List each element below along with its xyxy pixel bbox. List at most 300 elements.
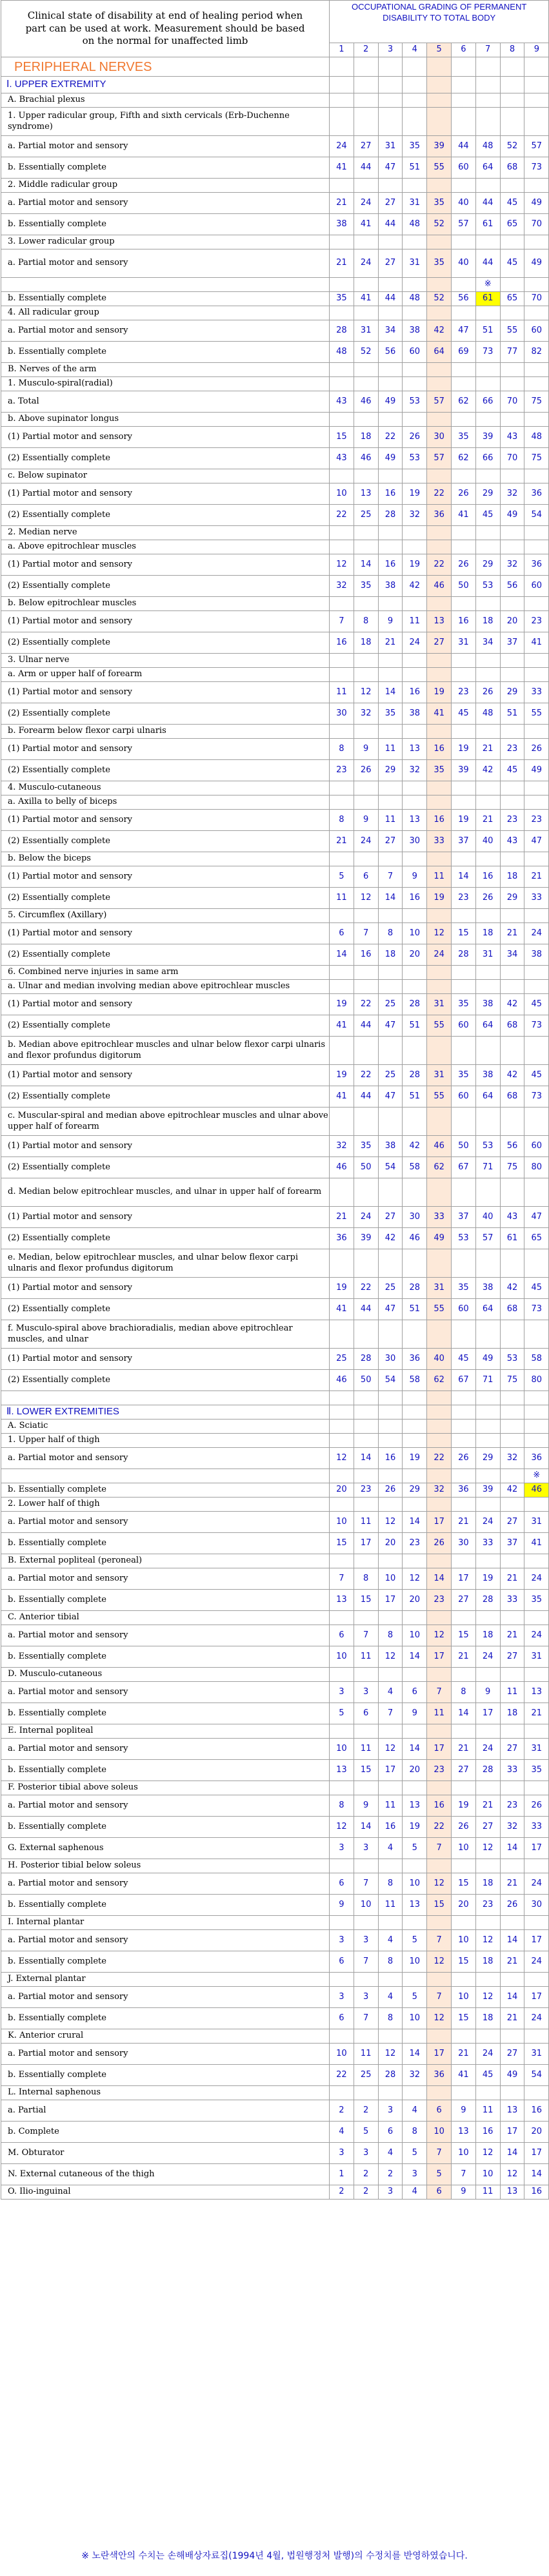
empty-cell xyxy=(475,980,500,994)
empty-cell xyxy=(403,725,427,739)
grade-cell-7: 11 xyxy=(475,2100,500,2122)
grade-cell-4: 10 xyxy=(403,1625,427,1646)
empty-cell xyxy=(475,377,500,391)
empty-cell xyxy=(427,654,452,668)
grade-cell-4: 20 xyxy=(403,1590,427,1611)
empty-cell xyxy=(403,1178,427,1207)
empty-cell xyxy=(378,1320,403,1349)
grade-cell-8: 75 xyxy=(500,1157,524,1178)
empty-cell xyxy=(330,1859,354,1873)
grade-cell-6: 26 xyxy=(451,554,475,576)
table-row xyxy=(1,249,549,278)
grade-cell-1: 30 xyxy=(330,703,354,725)
grade-cell-4: 13 xyxy=(403,1895,427,1916)
empty-cell xyxy=(427,1420,452,1434)
grade-cell-9: 33 xyxy=(524,888,549,909)
grade-cell-4: 11 xyxy=(403,611,427,632)
grade-cell-9: 45 xyxy=(524,1065,549,1086)
grade-cell-3: 54 xyxy=(378,1370,403,1391)
empty-cell xyxy=(330,1469,354,1483)
grade-cell-2: 44 xyxy=(354,1299,378,1320)
empty-cell xyxy=(427,1434,452,1448)
empty-cell xyxy=(427,363,452,377)
grade-cell-6: 27 xyxy=(451,1760,475,1781)
grade-cell-8: 21 xyxy=(500,1568,524,1590)
empty-cell xyxy=(403,179,427,193)
grade-cell-4: 26 xyxy=(403,427,427,448)
empty-cell xyxy=(378,77,403,93)
empty-cell xyxy=(451,909,475,923)
row-label: (1) Partial motor and sensory xyxy=(1,1207,330,1228)
empty-cell xyxy=(427,852,452,866)
table-row xyxy=(1,1448,549,1469)
heading-label: B. External popliteal (peroneal) xyxy=(1,1554,330,1568)
grade-cell-9: 75 xyxy=(524,448,549,469)
table-row xyxy=(1,1817,549,1838)
grade-cell-1: 32 xyxy=(330,576,354,597)
empty-cell xyxy=(524,852,549,866)
table-row xyxy=(1,342,549,363)
heading-row xyxy=(1,377,549,391)
empty-cell xyxy=(330,1781,354,1795)
grade-cell-8: 27 xyxy=(500,2044,524,2065)
peripheral-row xyxy=(1,57,549,77)
empty-cell xyxy=(500,1973,524,1987)
grade-cell-4: 48 xyxy=(403,214,427,235)
empty-cell xyxy=(524,235,549,249)
row-label: (2) Essentially complete xyxy=(1,703,330,725)
grade-cell-7: 21 xyxy=(475,1795,500,1817)
grade-cell-7: 40 xyxy=(475,831,500,852)
grade-cell-2: 6 xyxy=(354,1703,378,1724)
heading-label: 5. Circumflex (Axillary) xyxy=(1,909,330,923)
grade-cell-4: 3 xyxy=(403,2164,427,2185)
table-row xyxy=(1,1838,549,1859)
empty-cell xyxy=(354,540,378,554)
empty-cell xyxy=(330,1668,354,1682)
grade-cell-2: 44 xyxy=(354,1086,378,1107)
grade-cell-6: 41 xyxy=(451,505,475,526)
grade-cell-7: 51 xyxy=(475,320,500,342)
empty-cell xyxy=(403,93,427,108)
empty-cell xyxy=(354,469,378,483)
row-label: (2) Essentially complete xyxy=(1,576,330,597)
grade-cell-2: 52 xyxy=(354,342,378,363)
empty-cell xyxy=(330,179,354,193)
grade-cell-9: 36 xyxy=(524,554,549,576)
empty-cell xyxy=(330,413,354,427)
grade-cell-4: 5 xyxy=(403,1987,427,2008)
heading-row xyxy=(1,1178,549,1207)
row-label: M. Obturator xyxy=(1,2143,330,2164)
grade-cell-3: 56 xyxy=(378,342,403,363)
table-row xyxy=(1,1370,549,1391)
table-row xyxy=(1,682,549,703)
grade-cell-3: 11 xyxy=(378,1895,403,1916)
empty-cell xyxy=(330,1554,354,1568)
grade-cell-8: 77 xyxy=(500,342,524,363)
empty-cell xyxy=(403,1611,427,1625)
grade-cell-5: 40 xyxy=(427,1349,452,1370)
grade-cell-8: 21 xyxy=(500,1625,524,1646)
table-row xyxy=(1,1590,549,1611)
grade-cell-9: 60 xyxy=(524,576,549,597)
grade-cell-1: 41 xyxy=(330,157,354,179)
grade-cell-4: 9 xyxy=(403,1703,427,1724)
empty-cell xyxy=(500,526,524,540)
grade-cell-7: 12 xyxy=(475,1838,500,1859)
table-row xyxy=(1,1873,549,1895)
grade-cell-9: 26 xyxy=(524,739,549,760)
grade-cell-8: 53 xyxy=(500,1349,524,1370)
grade-cell-9: 24 xyxy=(524,1568,549,1590)
grade-cell-5: 22 xyxy=(427,1817,452,1838)
grade-cell-3: 31 xyxy=(378,136,403,157)
row-label: b. Essentially complete xyxy=(1,1895,330,1916)
empty-cell xyxy=(378,1178,403,1207)
grade-cell-7: 10 xyxy=(475,2164,500,2185)
heading-row xyxy=(1,1724,549,1739)
grade-cell-1: 3 xyxy=(330,1987,354,2008)
grade-cell-2: 11 xyxy=(354,1512,378,1533)
empty-label xyxy=(1,1391,330,1405)
grade-cell-9: 58 xyxy=(524,1349,549,1370)
grade-cell-7: 18 xyxy=(475,1873,500,1895)
grade-cell-8: 34 xyxy=(500,944,524,966)
heading-label: F. Posterior tibial above soleus xyxy=(1,1781,330,1795)
grade-cell-8: 65 xyxy=(500,214,524,235)
empty-cell xyxy=(378,966,403,980)
heading-label: a. Ulnar and median involving median above epitrochlear muscles xyxy=(1,980,330,994)
grade-cell-5: 35 xyxy=(427,760,452,781)
grade-cell-3: 8 xyxy=(378,1873,403,1895)
heading-row xyxy=(1,1037,549,1065)
grade-cell-9: 35 xyxy=(524,1760,549,1781)
empty-cell xyxy=(475,725,500,739)
grade-cell-1: 32 xyxy=(330,1136,354,1157)
grade-cell-7: 61 xyxy=(475,214,500,235)
empty-cell xyxy=(378,235,403,249)
empty-cell xyxy=(403,597,427,611)
empty-cell xyxy=(451,1973,475,1987)
grade-cell-2: 5 xyxy=(354,2122,378,2143)
grade-cell-1: 21 xyxy=(330,193,354,214)
empty-cell xyxy=(500,363,524,377)
empty-cell xyxy=(451,1611,475,1625)
empty-cell xyxy=(475,1724,500,1739)
grade-cell-6: 36 xyxy=(451,1483,475,1498)
heading-row xyxy=(1,668,549,682)
empty-cell xyxy=(427,1668,452,1682)
grade-cell-4: 31 xyxy=(403,193,427,214)
empty-cell xyxy=(524,1724,549,1739)
empty-cell xyxy=(378,1781,403,1795)
grade-cell-8: 43 xyxy=(500,1207,524,1228)
grade-cell-7: 71 xyxy=(475,1370,500,1391)
grade-cell-1: 28 xyxy=(330,320,354,342)
grade-cell-4: 19 xyxy=(403,1448,427,1469)
grade-cell-9: 17 xyxy=(524,2143,549,2164)
empty-cell xyxy=(524,278,549,292)
empty-cell xyxy=(378,668,403,682)
grade-cell-4: 14 xyxy=(403,1512,427,1533)
empty-cell xyxy=(524,795,549,810)
grade-cell-3: 4 xyxy=(378,1682,403,1703)
empty-cell xyxy=(354,93,378,108)
grade-cell-3: 4 xyxy=(378,2143,403,2164)
empty-cell xyxy=(427,1178,452,1207)
grade-cell-5: 12 xyxy=(427,923,452,944)
empty-cell xyxy=(475,1107,500,1136)
grade-cell-9: 24 xyxy=(524,923,549,944)
grade-cell-3: 44 xyxy=(378,214,403,235)
grade-cell-8: 12 xyxy=(500,2164,524,2185)
grade-cell-8: 49 xyxy=(500,505,524,526)
empty-cell xyxy=(378,1249,403,1278)
grade-cell-6: 9 xyxy=(451,2100,475,2122)
grade-cell-2: 11 xyxy=(354,1646,378,1668)
empty-cell xyxy=(524,966,549,980)
grade-cell-6: 23 xyxy=(451,682,475,703)
grade-cell-8: 68 xyxy=(500,1086,524,1107)
empty-cell xyxy=(500,2086,524,2100)
row-label: (1) Partial motor and sensory xyxy=(1,611,330,632)
grade-cell-1: 36 xyxy=(330,1228,354,1249)
grade-cell-2: 17 xyxy=(354,1533,378,1554)
heading-label: c. Below supinator xyxy=(1,469,330,483)
empty-cell xyxy=(475,540,500,554)
empty-cell xyxy=(378,1405,403,1420)
grade-cell-4: 58 xyxy=(403,1370,427,1391)
empty-cell xyxy=(500,179,524,193)
grade-cell-9: 55 xyxy=(524,703,549,725)
grade-cell-3: 17 xyxy=(378,1590,403,1611)
table-row xyxy=(1,1157,549,1178)
grade-cell-5: 64 xyxy=(427,342,452,363)
grade-cell-4: 14 xyxy=(403,2044,427,2065)
grade-cell-3: 42 xyxy=(378,1228,403,1249)
heading-row xyxy=(1,1554,549,1568)
empty-cell xyxy=(475,1916,500,1930)
grade-cell-4: 6 xyxy=(403,1682,427,1703)
grade-cell-9: 54 xyxy=(524,2065,549,2086)
empty-cell xyxy=(500,1249,524,1278)
grade-cell-3: 20 xyxy=(378,1533,403,1554)
grade-cell-4: 35 xyxy=(403,136,427,157)
table-row xyxy=(1,1086,549,1107)
grade-cell-1: 46 xyxy=(330,1370,354,1391)
grade-cell-7: 31 xyxy=(475,944,500,966)
empty-cell xyxy=(403,306,427,320)
table-row xyxy=(1,1682,549,1703)
grade-cell-6: 62 xyxy=(451,448,475,469)
grade-cell-5: 55 xyxy=(427,1015,452,1037)
grade-cell-4: 31 xyxy=(403,249,427,278)
heading-label: a. Arm or upper half of forearm xyxy=(1,668,330,682)
table-row xyxy=(1,632,549,654)
grade-cell-5: 32 xyxy=(427,1483,452,1498)
empty-cell xyxy=(500,469,524,483)
empty-cell xyxy=(427,1391,452,1405)
grade-cell-3: 7 xyxy=(378,1703,403,1724)
row-label: b. Essentially complete xyxy=(1,1483,330,1498)
empty-cell xyxy=(354,1916,378,1930)
table-row xyxy=(1,157,549,179)
empty-cell xyxy=(403,1859,427,1873)
grade-cell-7: 48 xyxy=(475,136,500,157)
empty-cell xyxy=(524,1249,549,1278)
grade-cell-2: 24 xyxy=(354,249,378,278)
empty-cell xyxy=(427,966,452,980)
grade-cell-9: 41 xyxy=(524,1533,549,1554)
grade-cell-1: 6 xyxy=(330,1625,354,1646)
empty-cell xyxy=(451,1420,475,1434)
table-row xyxy=(1,2044,549,2065)
row-label: b. Essentially complete xyxy=(1,1817,330,1838)
heading-row xyxy=(1,654,549,668)
grade-cell-6: 26 xyxy=(451,1817,475,1838)
grade-cell-7: 29 xyxy=(475,483,500,505)
table-row xyxy=(1,994,549,1015)
grade-cell-4: 13 xyxy=(403,810,427,831)
grade-cell-4: 14 xyxy=(403,1646,427,1668)
empty-cell xyxy=(451,1781,475,1795)
grade-cell-5: 10 xyxy=(427,2122,452,2143)
row-label: a. Total xyxy=(1,391,330,413)
empty-cell xyxy=(524,1037,549,1065)
grade-cell-2: 7 xyxy=(354,2008,378,2029)
grade-cell-9: 14 xyxy=(524,2164,549,2185)
table-row xyxy=(1,2185,549,2200)
row-label: a. Partial motor and sensory xyxy=(1,136,330,157)
grade-cell-3: 8 xyxy=(378,923,403,944)
grade-cell-6: 60 xyxy=(451,1086,475,1107)
empty-cell xyxy=(378,1611,403,1625)
empty-cell xyxy=(378,795,403,810)
grade-cell-1: 13 xyxy=(330,1760,354,1781)
grade-cell-1: 21 xyxy=(330,1207,354,1228)
row-label: a. Partial motor and sensory xyxy=(1,2044,330,2065)
empty-cell xyxy=(354,306,378,320)
empty-cell xyxy=(403,1781,427,1795)
empty-cell xyxy=(451,363,475,377)
grade-cell-6: 35 xyxy=(451,1065,475,1086)
empty-cell xyxy=(524,2086,549,2100)
grade-cell-7: 49 xyxy=(475,1349,500,1370)
grade-cell-8: 18 xyxy=(500,1703,524,1724)
table-row xyxy=(1,739,549,760)
grade-cell-5: 22 xyxy=(427,1448,452,1469)
empty-cell xyxy=(403,668,427,682)
grade-cell-8: 43 xyxy=(500,831,524,852)
table-row xyxy=(1,1228,549,1249)
grade-cell-3: 9 xyxy=(378,611,403,632)
empty-cell xyxy=(330,597,354,611)
empty-cell xyxy=(524,980,549,994)
row-label: (2) Essentially complete xyxy=(1,831,330,852)
grade-cell-6: 20 xyxy=(451,1895,475,1916)
grade-cell-2: 2 xyxy=(354,2100,378,2122)
grade-cell-1: 22 xyxy=(330,505,354,526)
grade-cell-7: 18 xyxy=(475,611,500,632)
grade-cell-7: 24 xyxy=(475,1739,500,1760)
empty-cell xyxy=(427,469,452,483)
grade-cell-3: 4 xyxy=(378,1930,403,1951)
empty-cell xyxy=(403,1498,427,1512)
grade-cell-6: 10 xyxy=(451,2143,475,2164)
empty-cell xyxy=(330,1973,354,1987)
grade-header-3: 3 xyxy=(378,43,403,57)
heading-label: 2. Lower half of thigh xyxy=(1,1498,330,1512)
grade-cell-4: 53 xyxy=(403,448,427,469)
empty-cell xyxy=(378,597,403,611)
grade-cell-5: 52 xyxy=(427,292,452,306)
grade-cell-8: 37 xyxy=(500,632,524,654)
grade-cell-2: 13 xyxy=(354,483,378,505)
grade-cell-2: 12 xyxy=(354,888,378,909)
grade-cell-8: 14 xyxy=(500,1930,524,1951)
grade-cell-3: 12 xyxy=(378,1646,403,1668)
grade-header-9: 9 xyxy=(524,43,549,57)
grade-cell-5: 30 xyxy=(427,427,452,448)
heading-row xyxy=(1,909,549,923)
grade-cell-9: 13 xyxy=(524,1682,549,1703)
grade-cell-7: 34 xyxy=(475,632,500,654)
empty-cell xyxy=(475,2029,500,2044)
empty-cell xyxy=(524,781,549,795)
empty-cell xyxy=(354,1178,378,1207)
empty-cell xyxy=(330,377,354,391)
grade-cell-7: 18 xyxy=(475,2008,500,2029)
grade-cell-1: 3 xyxy=(330,1838,354,1859)
table-row xyxy=(1,1930,549,1951)
empty-cell xyxy=(403,413,427,427)
heading-row xyxy=(1,1469,549,1483)
table-row xyxy=(1,831,549,852)
empty-cell xyxy=(403,1037,427,1065)
row-label: b. Essentially complete xyxy=(1,2008,330,2029)
row-label: (2) Essentially complete xyxy=(1,448,330,469)
grade-cell-8: 23 xyxy=(500,1795,524,1817)
grade-cell-9: 36 xyxy=(524,1448,549,1469)
empty-cell xyxy=(354,852,378,866)
grade-cell-3: 28 xyxy=(378,505,403,526)
heading-row xyxy=(1,306,549,320)
empty-cell xyxy=(524,1668,549,1682)
row-label: a. Partial motor and sensory xyxy=(1,1987,330,2008)
empty-cell xyxy=(427,781,452,795)
empty-cell xyxy=(403,852,427,866)
revision-mark: ※ xyxy=(475,278,500,292)
grade-cell-9: 57 xyxy=(524,136,549,157)
empty-cell xyxy=(330,1916,354,1930)
grade-cell-5: 7 xyxy=(427,1838,452,1859)
grade-cell-5: 6 xyxy=(427,2100,452,2122)
empty-cell xyxy=(403,1249,427,1278)
table-row xyxy=(1,1065,549,1086)
grade-cell-6: 30 xyxy=(451,1533,475,1554)
empty-cell xyxy=(354,1668,378,1682)
grade-cell-8: 32 xyxy=(500,483,524,505)
grade-cell-8: 49 xyxy=(500,2065,524,2086)
empty-cell xyxy=(451,1037,475,1065)
empty-cell xyxy=(500,1781,524,1795)
grade-cell-9: 60 xyxy=(524,1136,549,1157)
empty-cell xyxy=(524,2029,549,2044)
grade-cell-2: 10 xyxy=(354,1895,378,1916)
grade-header-7: 7 xyxy=(475,43,500,57)
empty-cell xyxy=(403,980,427,994)
